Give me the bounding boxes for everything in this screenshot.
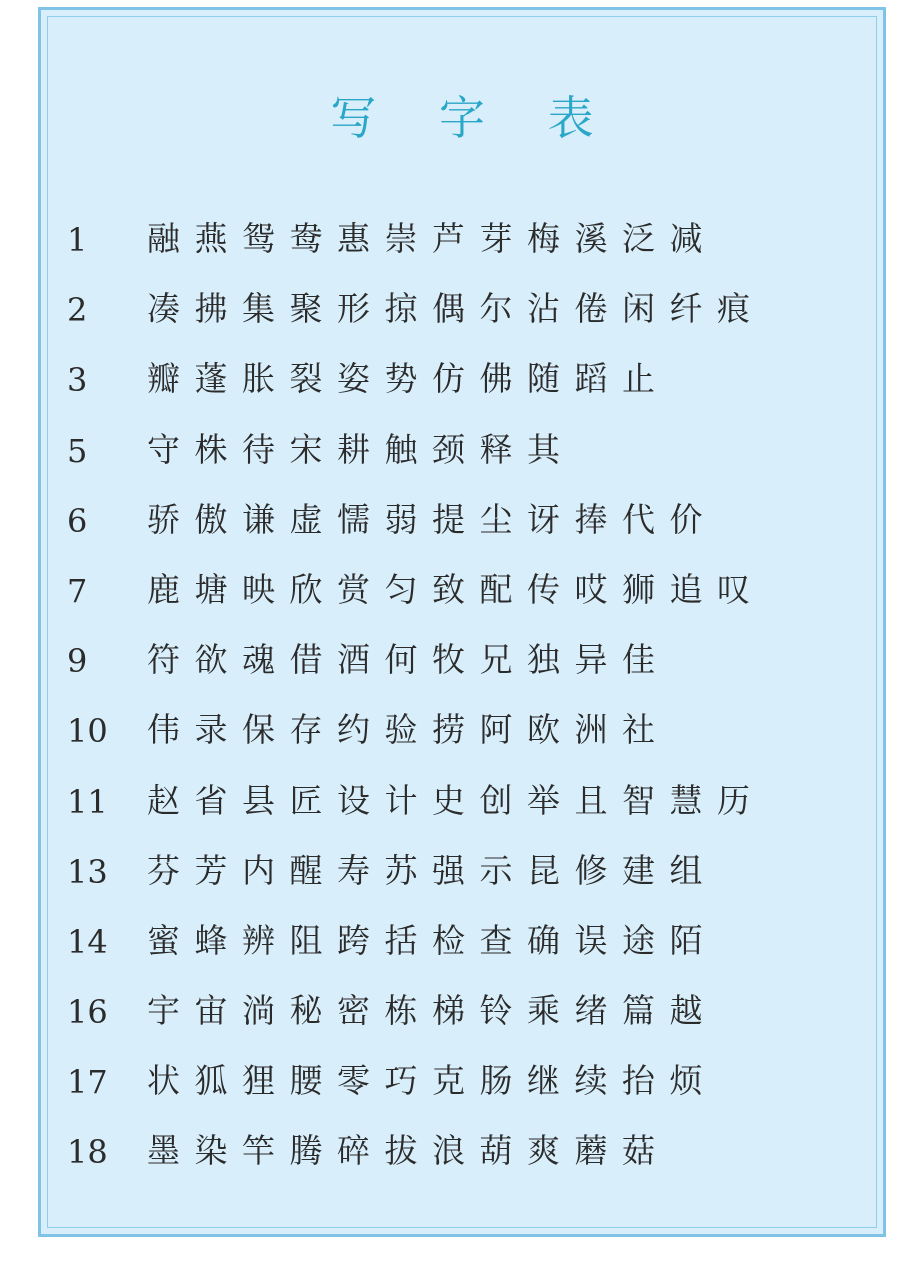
lesson-number: 10 xyxy=(67,712,108,751)
lesson-number: 5 xyxy=(67,431,88,470)
lesson-number: 14 xyxy=(67,922,108,961)
list-item xyxy=(41,276,883,346)
lesson-characters: 墨染竿腾碎拔浪葫爽蘑菇 xyxy=(147,1131,670,1171)
page-frame xyxy=(38,7,886,1237)
lesson-characters: 蜜蜂辨阻跨括检查确误途陌 xyxy=(147,920,717,960)
lesson-number: 7 xyxy=(67,571,88,610)
lesson-characters: 骄傲谦虚懦弱提尘讶捧代价 xyxy=(147,499,717,539)
character-list xyxy=(41,206,883,1189)
lesson-number: 9 xyxy=(67,642,88,681)
lesson-characters: 宇宙淌秘密栋梯铃乘绪篇越 xyxy=(147,991,717,1031)
lesson-number: 13 xyxy=(67,852,108,891)
list-item xyxy=(41,417,883,487)
lesson-characters: 鹿塘映欣赏匀致配传哎狮追叹 xyxy=(147,569,765,609)
list-item xyxy=(41,1118,883,1188)
lesson-number: 17 xyxy=(67,1063,108,1102)
list-item xyxy=(41,768,883,838)
list-item xyxy=(41,908,883,978)
lesson-characters: 伟录保存约验捞阿欧洲社 xyxy=(147,710,670,750)
lesson-characters: 凑拂集聚形掠偶尔沾倦闲纤痕 xyxy=(147,289,765,329)
list-item xyxy=(41,346,883,416)
list-item xyxy=(41,838,883,908)
page-title: 写 字 表 xyxy=(330,91,618,145)
lesson-characters: 瓣蓬胀裂姿势仿佛随蹈止 xyxy=(147,359,670,399)
lesson-characters: 符欲魂借酒何牧兄独异佳 xyxy=(147,640,670,680)
list-item xyxy=(41,627,883,697)
list-item xyxy=(41,1048,883,1118)
lesson-number: 18 xyxy=(67,1133,108,1172)
lesson-number: 6 xyxy=(67,501,88,540)
list-item xyxy=(41,487,883,557)
lesson-characters: 守株待宋耕触颈释其 xyxy=(147,429,575,469)
list-item xyxy=(41,978,883,1048)
lesson-number: 16 xyxy=(67,993,108,1032)
lesson-characters: 状狐狸腰零巧克肠继续抬烦 xyxy=(147,1061,717,1101)
lesson-characters: 赵省县匠设计史创举且智慧历 xyxy=(147,780,765,820)
lesson-number: 11 xyxy=(67,782,108,821)
lesson-characters: 芬芳内醒寿苏强示昆修建组 xyxy=(147,850,717,890)
list-item xyxy=(41,697,883,767)
lesson-number: 1 xyxy=(67,221,88,259)
lesson-characters: 融燕鸳鸯惠崇芦芽梅溪泛减 xyxy=(147,219,717,258)
lesson-number: 3 xyxy=(67,361,88,400)
list-item xyxy=(41,206,883,276)
list-item xyxy=(41,557,883,627)
lesson-number: 2 xyxy=(67,291,88,330)
